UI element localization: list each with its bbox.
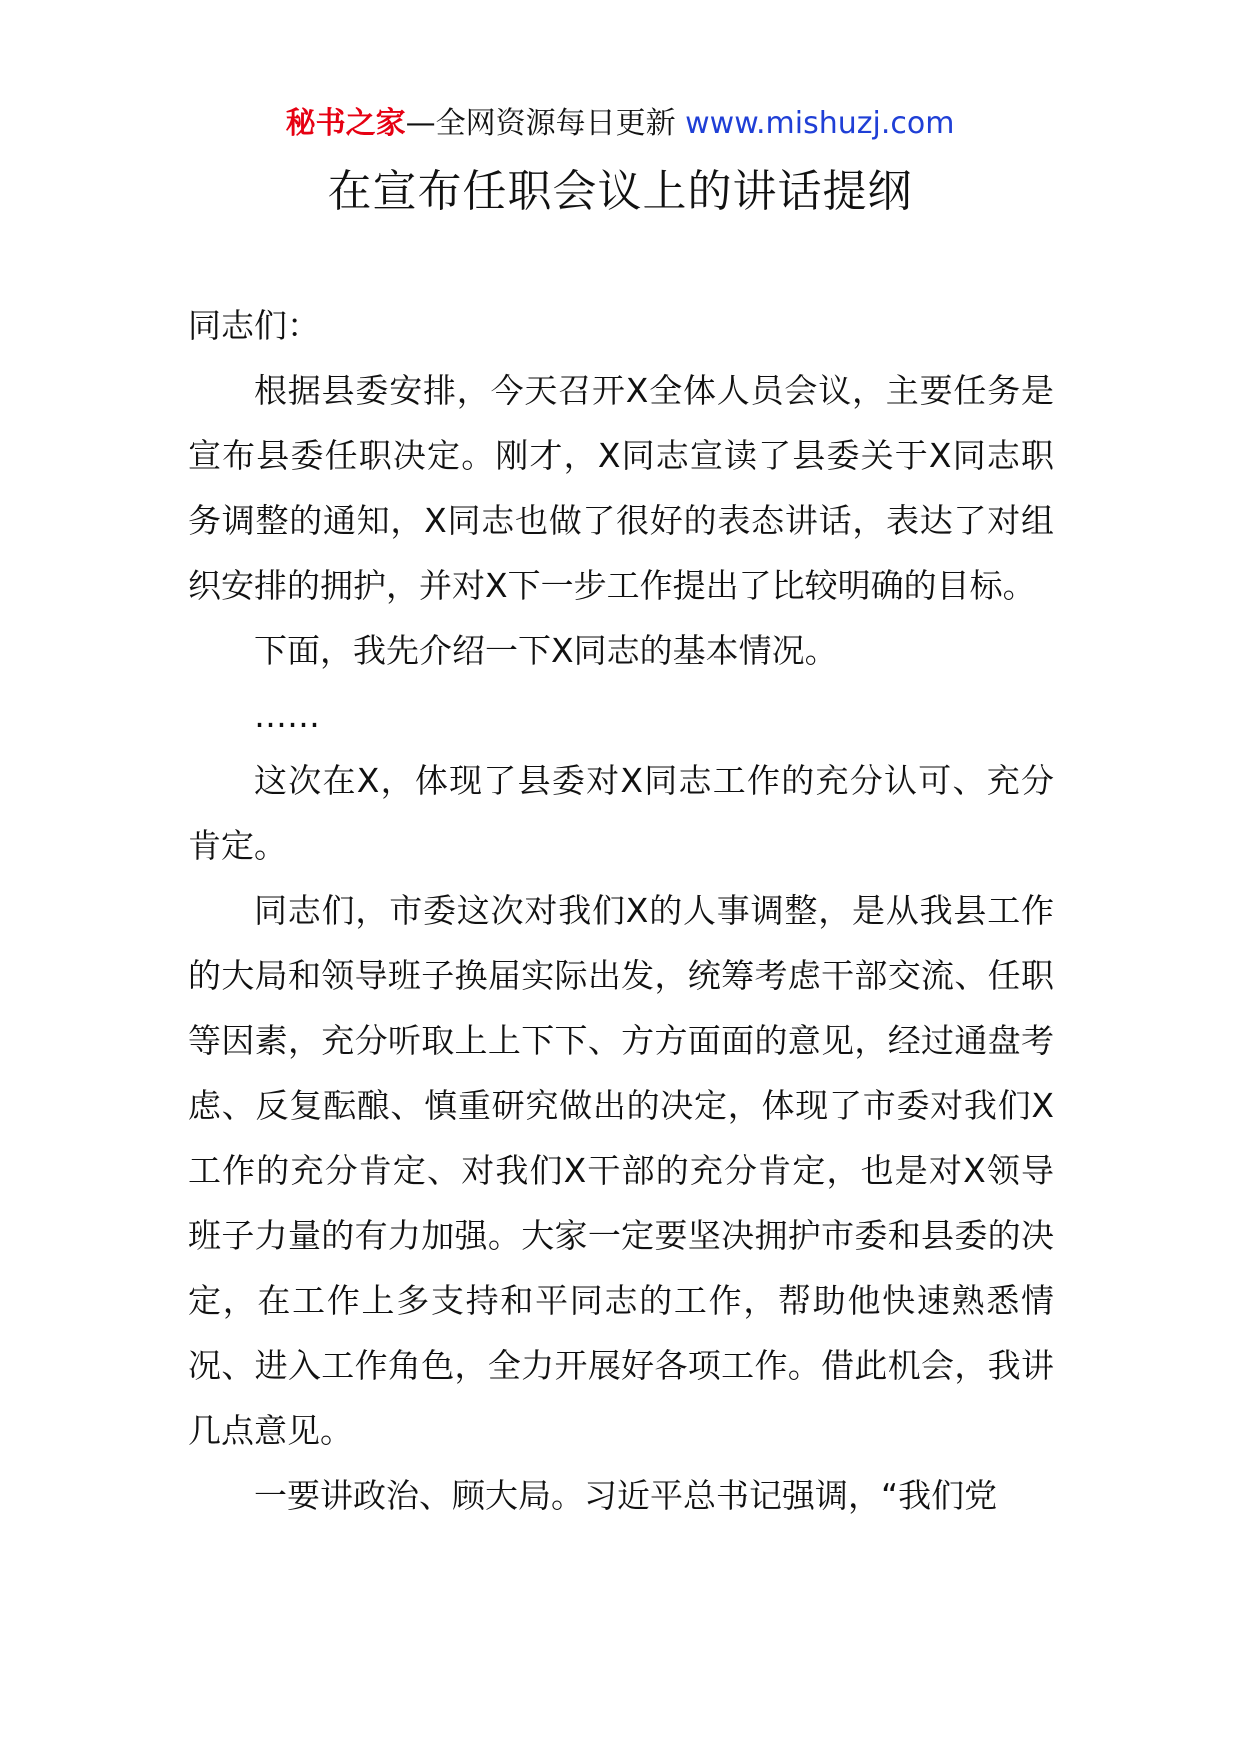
- document-body: [188, 293, 1054, 1528]
- paragraph-3: 这次在X，体现了县委对X同志工作的充分认可、充分肯定。: [188, 761, 1054, 865]
- paragraph-2: 下面，我先介绍一下X同志的基本情况。: [254, 631, 838, 670]
- paragraph-5: 一要讲政治、顾大局。习近平总书记强调，“我们党: [254, 1476, 998, 1515]
- document-title: 在宣布任职会议上的讲话提纲: [327, 166, 913, 217]
- paragraph-1: 根据县委安排，今天召开X全体人员会议，主要任务是宣布县委任职决定。刚才，X同志宣读了县委关于X同志职务调整的通知，X同志也做了很好的表态讲话，表达了对组织安排的拥护，并对X下一步工作提出了比较明确的目标。: [188, 371, 1054, 605]
- site-slogan: —全网资源每日更新: [405, 106, 676, 141]
- site-url[interactable]: www.mishuzj.com: [685, 106, 955, 141]
- paragraph-4: 同志们，市委这次对我们X的人事调整，是从我县工作的大局和领导班子换届实际出发，统筹考虑干部交流、任职等因素，充分听取上上下下、方方面面的意见，经过通盘考虑、反复酝酿、慎重研究做出的决定，体现了市委对我们X工作的充分肯定、对我们X干部的充分肯定，也是对X领导班子力量的有力加强。大家一定要坚决拥护市委和县委的决定，在工作上多支持和平同志的工作，帮助他快速熟悉情况、进入工作角色，全力开展好各项工作。借此机会，我讲几点意见。: [188, 891, 1054, 1450]
- brand-name: 秘书之家: [285, 106, 406, 141]
- paragraph-ellipsis: ……: [254, 696, 320, 735]
- salutation: 同志们：: [188, 306, 320, 345]
- site-header: [0, 104, 1240, 144]
